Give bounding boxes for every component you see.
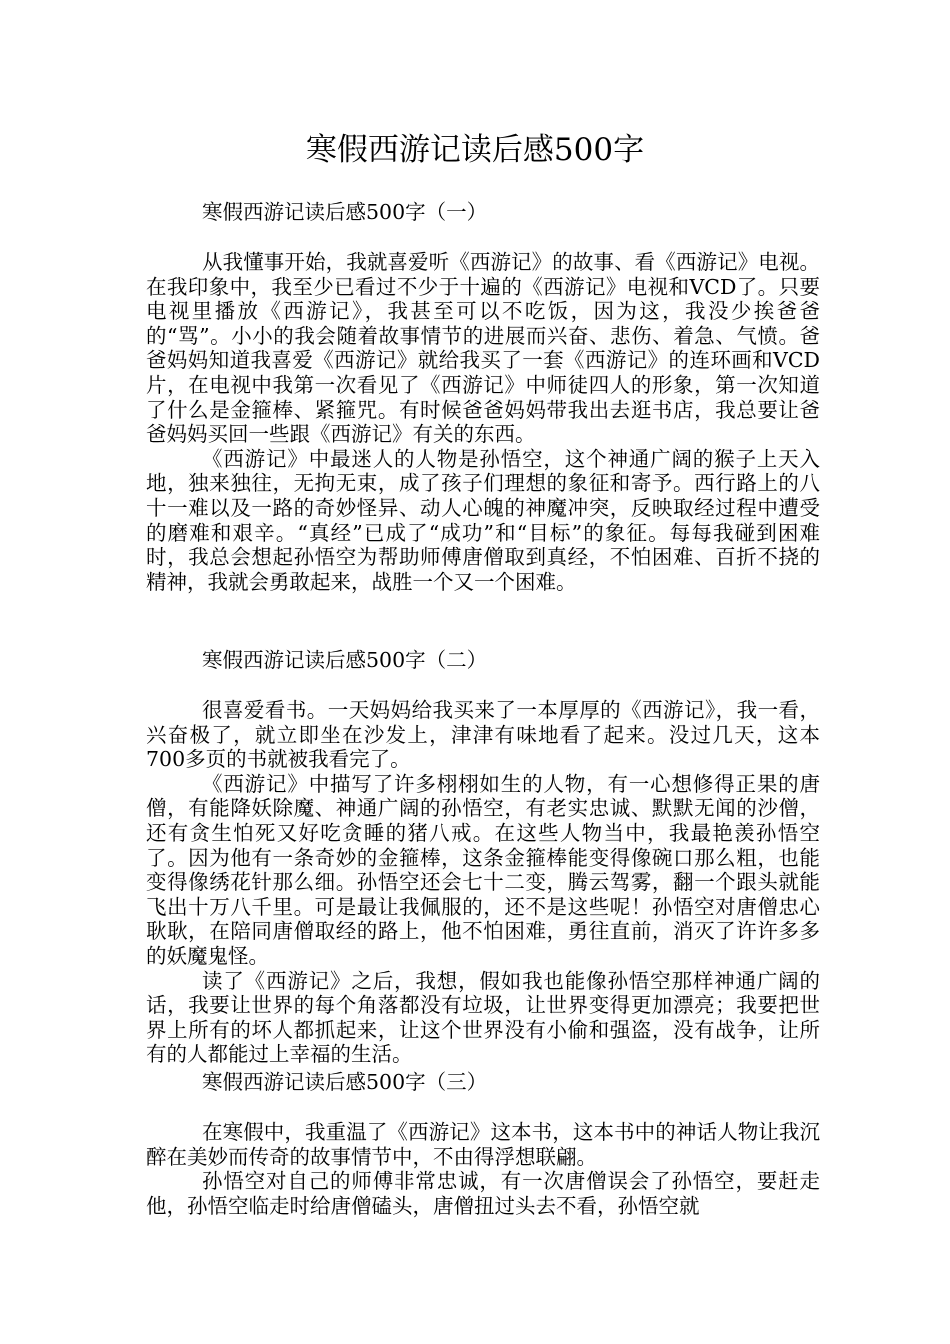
section-heading-2: 寒假西游记读后感500字（二）	[202, 648, 488, 672]
section-heading-1: 寒假西游记读后感500字（一）	[202, 200, 488, 224]
paragraph: 读了《西游记》之后，我想，假如我也能像孙悟空那样神通广阔的话，我要让世界的每个角落都没有垃圾，让世界变得更加漂亮；我要把世界上所有的坏人都抓起来，让这个世界没有小偷和强盗，没有战争，让所有的人都能过上幸福的生活。	[146, 968, 820, 1067]
paragraph: 很喜爱看书。一天妈妈给我买来了一本厚厚的《西游记》，我一看，兴奋极了，就立即坐在沙发上，津津有味地看了起来。没过几天，这本700多页的书就被我看完了。	[146, 698, 820, 772]
paragraph: 孙悟空对自己的师傅非常忠诚，有一次唐僧误会了孙悟空，要赶走他，孙悟空临走时给唐僧磕头，唐僧扭过头去不看，孙悟空就	[146, 1169, 820, 1218]
section-body-2	[146, 698, 820, 1067]
paragraph: 从我懂事开始，我就喜爱听《西游记》的故事、看《西游记》电视。在我印象中，我至少已看过不少于十遍的《西游记》电视和VCD了。只要电视里播放《西游记》，我甚至可以不吃饭，因为这，我没少挨爸爸的“骂”。小小的我会随着故事情节的进展而兴奋、悲伤、着急、气愤。爸爸妈妈知道我喜爱《西游记》就给我买了一套《西游记》的连环画和VCD片，在电视中我第一次看见了《西游记》中师徒四人的形象，第一次知道了什么是金箍棒、紧箍咒。有时候爸爸妈妈带我出去逛书店，我总要让爸爸妈妈买回一些跟《西游记》有关的东西。	[146, 250, 820, 447]
document-title: 寒假西游记读后感500字	[305, 132, 645, 168]
paragraph: 《西游记》中描写了许多栩栩如生的人物，有一心想修得正果的唐僧，有能降妖除魔、神通广阔的孙悟空，有老实忠诚、默默无闻的沙僧，还有贪生怕死又好吃贪睡的猪八戒。在这些人物当中，我最艳羡孙悟空了。因为他有一条奇妙的金箍棒，这条金箍棒能变得像碗口那么粗，也能变得像绣花针那么细。孙悟空还会七十二变，腾云驾雾，翻一个跟头就能飞出十万八千里。可是最让我佩服的，还不是这些呢！孙悟空对唐僧忠心耿耿，在陪同唐僧取经的路上，他不怕困难，勇往直前，消灭了许许多多的妖魔鬼怪。	[146, 771, 820, 968]
section-body-3	[146, 1120, 820, 1218]
section-body-1	[146, 250, 820, 594]
paragraph: 在寒假中，我重温了《西游记》这本书，这本书中的神话人物让我沉醉在美妙而传奇的故事情节中，不由得浮想联翩。	[146, 1120, 820, 1169]
section-heading-3: 寒假西游记读后感500字（三）	[202, 1070, 488, 1094]
paragraph: 《西游记》中最迷人的人物是孙悟空，这个神通广阔的猴子上天入地，独来独往，无拘无束，成了孩子们理想的象征和寄予。西行路上的八十一难以及一路的奇妙怪异、动人心魄的神魔冲突，反映取经过程中遭受的磨难和艰辛。“真经”已成了“成功”和“目标”的象征。每每我碰到困难时，我总会想起孙悟空为帮助师傅唐僧取到真经，不怕困难、百折不挠的精神，我就会勇敢起来，战胜一个又一个困难。	[146, 446, 820, 594]
